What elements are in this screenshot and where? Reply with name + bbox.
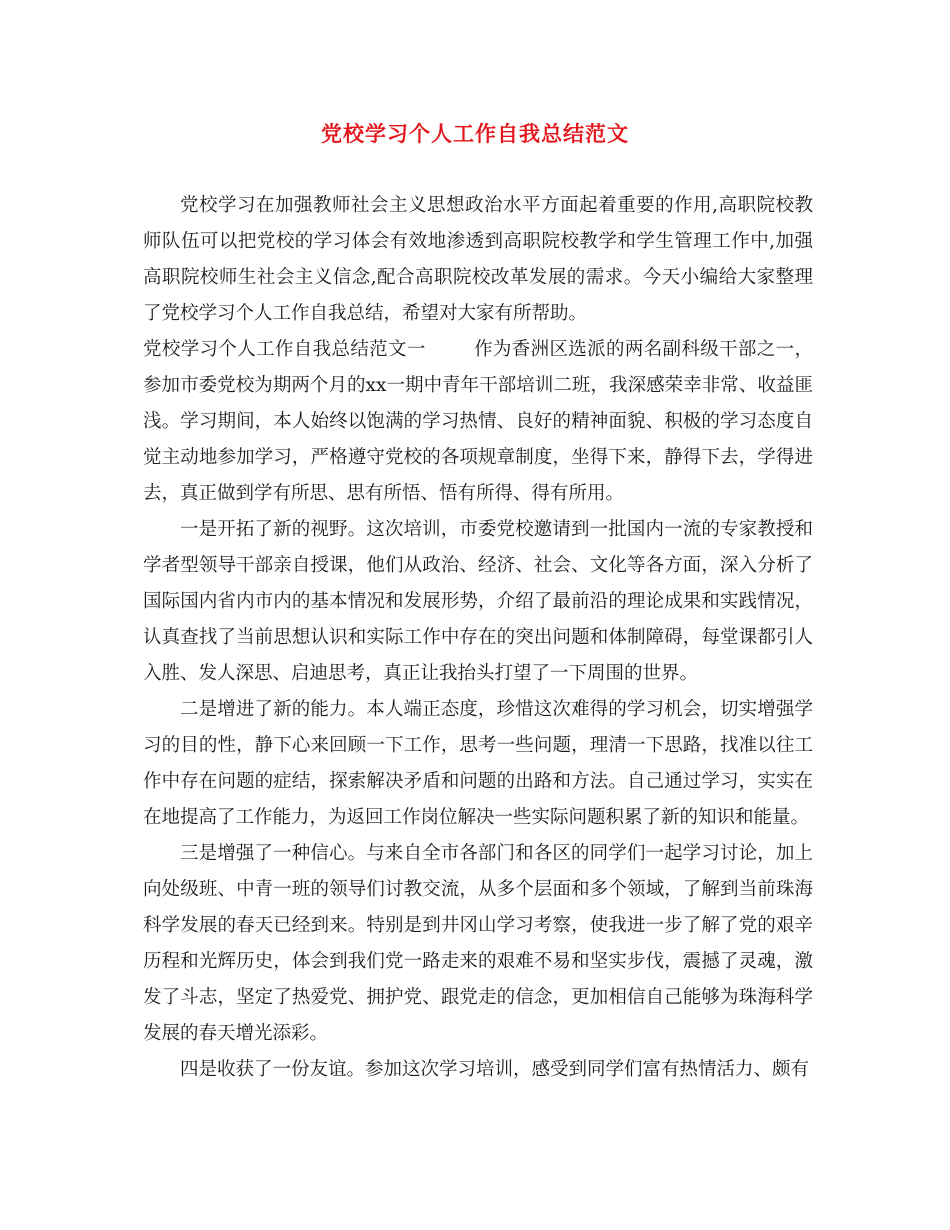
document-body: [143, 188, 813, 1088]
body-paragraph-2: 二是增进了新的能力。本人端正态度，珍惜这次难得的学习机会，切实增强学习的目的性，静下心来回顾一下工作，思考一些问题，理清一下思路，找准以往工作中存在问题的症结，探索解决矛盾和问题的出路和方法。自己通过学习，实实在在地提高了工作能力，为返回工作岗位解决一些实际问题积累了新的知识和能量。: [143, 699, 813, 828]
body-paragraph-4: 四是收获了一份友谊。参加这次学习培训，感受到同学们富有热情活力、颇有: [180, 1059, 810, 1080]
body-paragraph-3: 三是增强了一种信心。与来自全市各部门和各区的同学们一起学习讨论，加上向处级班、中青一班的领导们讨教交流，从多个层面和多个领域，了解到当前珠海科学发展的春天已经到来。特别是到井冈山学习考察，使我进一步了解了党的艰辛历程和光辉历史，体会到我们党一路走来的艰难不易和坚实步伐，震撼了灵魂，激发了斗志，坚定了热爱党、拥护党、跟党走的信念，更加相信自己能够为珠海科学发展的春天增光添彩。: [143, 843, 813, 1044]
intro-paragraph: 党校学习在加强教师社会主义思想政治水平方面起着重要的作用,高职院校教师队伍可以把党校的学习体会有效地渗透到高职院校教学和学生管理工作中,加强高职院校师生社会主义信念,配合高职院校改革发展的需求。今天小编给大家整理了党校学习个人工作自我总结，希望对大家有所帮助。: [143, 195, 813, 324]
body-paragraph-1: 一是开拓了新的视野。这次培训，市委党校邀请到一批国内一流的专家教授和学者型领导干部亲自授课，他们从政治、经济、社会、文化等各方面，深入分析了国际国内省内市内的基本情况和发展形势，介绍了最前沿的理论成果和实践情况，认真查找了当前思想认识和实际工作中存在的突出问题和体制障碍，每堂课都引人入胜、发人深思、启迪思考，真正让我抬头打望了一下周围的世界。: [143, 519, 813, 684]
section-lead: 作为香洲区选派的两名副科级干部之一，参加市委党校为期两个月的xx一期中青年干部培训二班，我深感荣幸非常、收益匪浅。学习期间，本人始终以饱满的学习热情、良好的精神面貌、积极的学习态度自觉主动地参加学习，严格遵守党校的各项规章制度，坐得下来，静得下去，学得进去，真正做到学有所思、思有所悟、悟有所得、得有所用。: [143, 339, 813, 504]
document-title: 党校学习个人工作自我总结范文: [321, 122, 629, 146]
section-heading: 党校学习个人工作自我总结范文一: [143, 339, 426, 360]
section-paragraph: [143, 332, 813, 512]
